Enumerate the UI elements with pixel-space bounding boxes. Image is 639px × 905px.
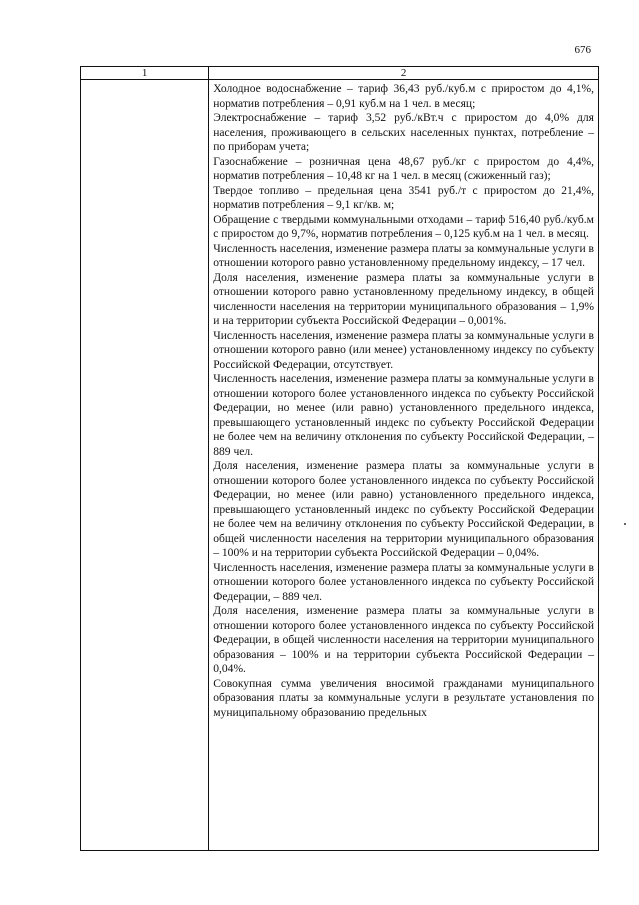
paragraph-share-above-index: Доля населения, изменение размера платы за коммунальные услуги в отношении которого более установленного индекса по субъекту Российской Федерации, но менее (или равно) установленного предельного индекса, превышающего установленный индекс по субъекту Российской Федерации не более чем на величину отклонения по субъекту Российской Федерации, в общей численности населения на территории муниципального образования – 100% и на территории субъекта Российской Федерации – 0,04%. [213, 460, 594, 559]
paragraph-total-increase: Совокупная сумма увеличения вносимой гражданами муниципального образования платы за коммунальные услуги в результате установления по муниципальному образованию предельных [213, 677, 594, 719]
paragraph-population-above-index: Численность населения, изменение размера платы за коммунальные услуги в отношении которого более установленного индекса по субъекту Российской Федерации, но менее (или равно) установленного предельного индекса, превышающего установленный индекс по субъекту Российской Федерации не более чем на величину отклонения по субъекту Российской Федерации, – 889 чел. [213, 373, 594, 458]
paragraph-population-equal-limit: Численность населения, изменение размера платы за коммунальные услуги в отношении которого равно установленному предельному индексу, – 17 чел. [213, 242, 594, 269]
paragraph-share-equal-limit: Доля населения, изменение размера платы за коммунальные услуги в отношении которого равно установленному предельному индексу, в общей численности населения на территории муниципального образования – 1,9% и на территории субъекта Российской Федерации – 0,001%. [213, 271, 594, 327]
table-body-row [81, 80, 599, 851]
column-header-2: 2 [209, 67, 599, 80]
paragraph-share-more-index: Доля населения, изменение размера платы за коммунальные услуги в отношении которого более установленного индекса по субъекту Российской Федерации, в общей численности населения на территории муниципального образования – 100% и на территории субъекта Российской Федерации – 0,04%. [213, 605, 594, 675]
paragraph-solid-fuel: Твердое топливо – предельная цена 3541 руб./т с приростом до 21,4%, норматив потребления – 9,1 кг/кв. м; [213, 184, 594, 211]
document-table [80, 66, 599, 851]
table-header-row [81, 67, 599, 80]
paragraph-gas: Газоснабжение – розничная цена 48,67 руб./кг с приростом до 4,4%, норматив потребления – 10,48 кг на 1 чел. в месяц (сжиженный газ); [213, 155, 594, 182]
margin-dot [624, 523, 626, 525]
text-column-cell [209, 80, 599, 851]
paragraph-waste: Обращение с твердыми коммунальными отходами – тариф 516,40 руб./куб.м с приростом до 9,7%, норматив потребления – 0,125 куб.м на 1 чел. в месяц. [213, 213, 594, 240]
page-number: 676 [574, 44, 591, 56]
paragraph-electricity: Электроснабжение – тариф 3,52 руб./кВт.ч с приростом до 4,0% для населения, проживающего в сельских населенных пунктах, потребление – по приборам учета; [213, 112, 594, 153]
first-column-cell [81, 80, 209, 851]
paragraph-population-more-index: Численность населения, изменение размера платы за коммунальные услуги в отношении которого более установленного индекса по субъекту Российской Федерации, – 889 чел. [213, 561, 594, 603]
paragraph-cold-water: Холодное водоснабжение – тариф 36,43 руб./куб.м с приростом до 4,1%, норматив потребления – 0,91 куб.м на 1 чел. в месяц; [213, 83, 594, 110]
paragraph-population-below-index: Численность населения, изменение размера платы за коммунальные услуги в отношении которого равно (или менее) установленному индексу по субъекту Российской Федерации, отсутствует. [213, 329, 594, 371]
column-header-1: 1 [81, 67, 209, 80]
